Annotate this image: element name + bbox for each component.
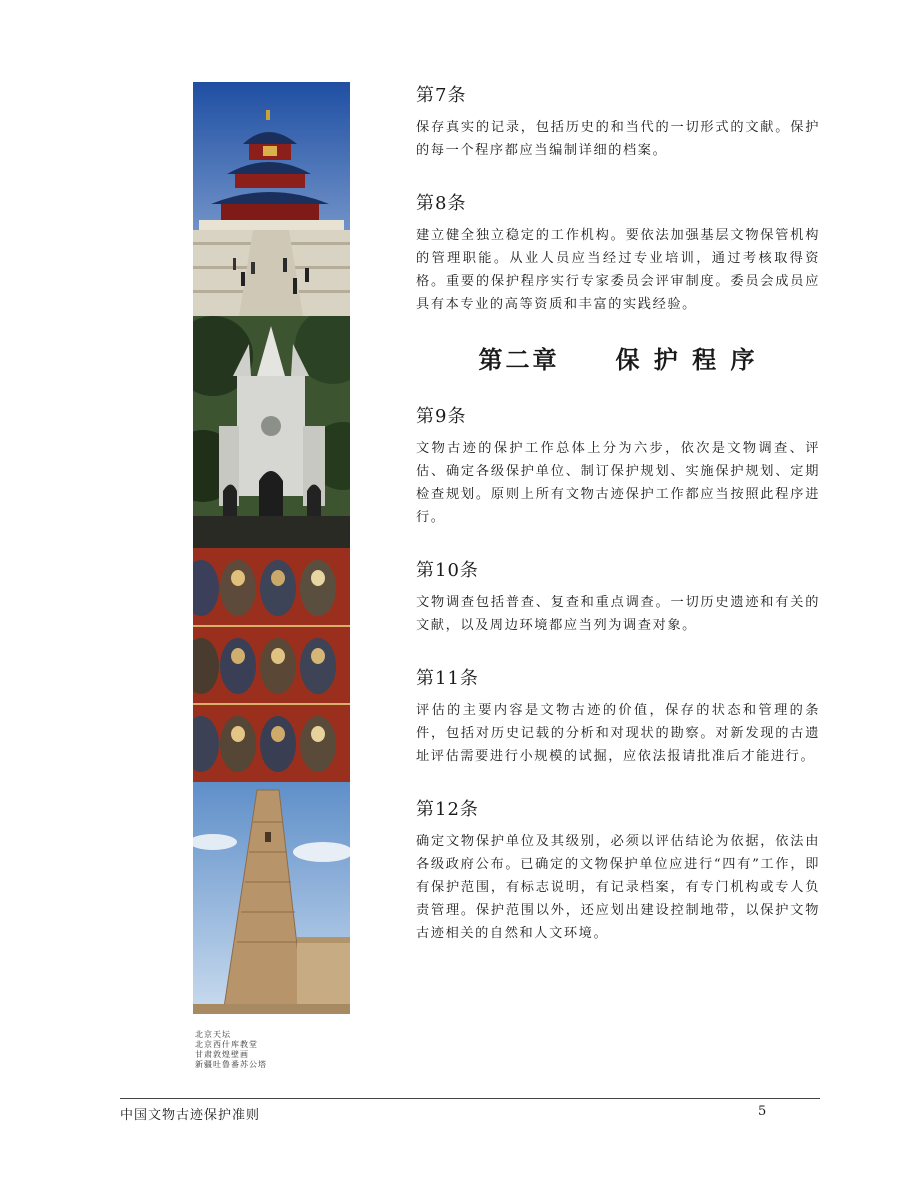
chapter-heading xyxy=(416,340,820,375)
article-body: 文物古迹的保护工作总体上分为六步，依次是文物调查、评估、确定各级保护单位、制订保护规划、实施保护规划、定期检查规划。原则上所有文物古迹保护工作都应当按照此程序进行。 xyxy=(416,441,820,525)
gothic-church-photo xyxy=(193,316,350,548)
page-number: 5 xyxy=(758,1104,767,1119)
article-body: 评估的主要内容是文物古迹的价值，保存的状态和管理的条件，包括对历史记载的分析和对现状的勘察。对新发现的古遗址评估需要进行小规模的试掘，应依法报请批准后才能进行。 xyxy=(416,703,820,764)
photo-captions xyxy=(195,1030,335,1070)
article-8 xyxy=(416,192,820,316)
article-body: 建立健全独立稳定的工作机构。要依法加强基层文物保管机构的管理职能。从业人员应当经过专业培训，通过考核取得资格。重要的保护程序实行专家委员会评审制度。委员会成员应具有本专业的高等资质和丰富的实践经验。 xyxy=(416,228,820,312)
article-body: 确定文物保护单位及其级别，必须以评估结论为依据，依法由各级政府公布。已确定的文物保护单位应进行“四有”工作，即有保护范围，有标志说明，有记录档案，有专门机构或专人负责管理。保护范围以外，还应划出建设控制地带，以保护文物古迹相关的自然和人文环境。 xyxy=(416,834,820,941)
caption-line: 甘肃敦煌壁画 xyxy=(195,1050,249,1059)
footer-title: 中国文物古迹保护准则 xyxy=(120,1108,261,1123)
photo-strip xyxy=(193,82,350,1014)
article-10 xyxy=(416,559,820,637)
article-title: 第9条 xyxy=(416,406,467,427)
article-title: 第8条 xyxy=(416,193,467,214)
caption-line: 北京西什库教堂 xyxy=(195,1040,258,1049)
buddha-mural-photo xyxy=(193,548,350,782)
caption-line: 北京天坛 xyxy=(195,1030,231,1039)
chapter-name: 保 护 程 序 xyxy=(615,345,758,374)
temple-of-heaven-photo xyxy=(193,82,350,316)
article-title: 第10条 xyxy=(416,560,479,581)
article-title: 第7条 xyxy=(416,85,467,106)
article-title: 第11条 xyxy=(416,668,479,689)
chapter-number: 第二章 xyxy=(478,345,560,374)
footer-rule xyxy=(120,1098,820,1099)
article-body: 保存真实的记录，包括历史的和当代的一切形式的文献。保护的每一个程序都应当编制详细的档案。 xyxy=(416,120,820,158)
article-9 xyxy=(416,405,820,529)
minaret-tower-photo xyxy=(193,782,350,1014)
article-12 xyxy=(416,798,820,945)
article-title: 第12条 xyxy=(416,799,479,820)
article-7 xyxy=(416,84,820,162)
main-text-column xyxy=(416,84,820,945)
article-11 xyxy=(416,667,820,768)
article-body: 文物调查包括普查、复查和重点调查。一切历史遗迹和有关的文献，以及周边环境都应当列为调查对象。 xyxy=(416,595,820,633)
caption-line: 新疆吐鲁番苏公塔 xyxy=(195,1060,267,1069)
